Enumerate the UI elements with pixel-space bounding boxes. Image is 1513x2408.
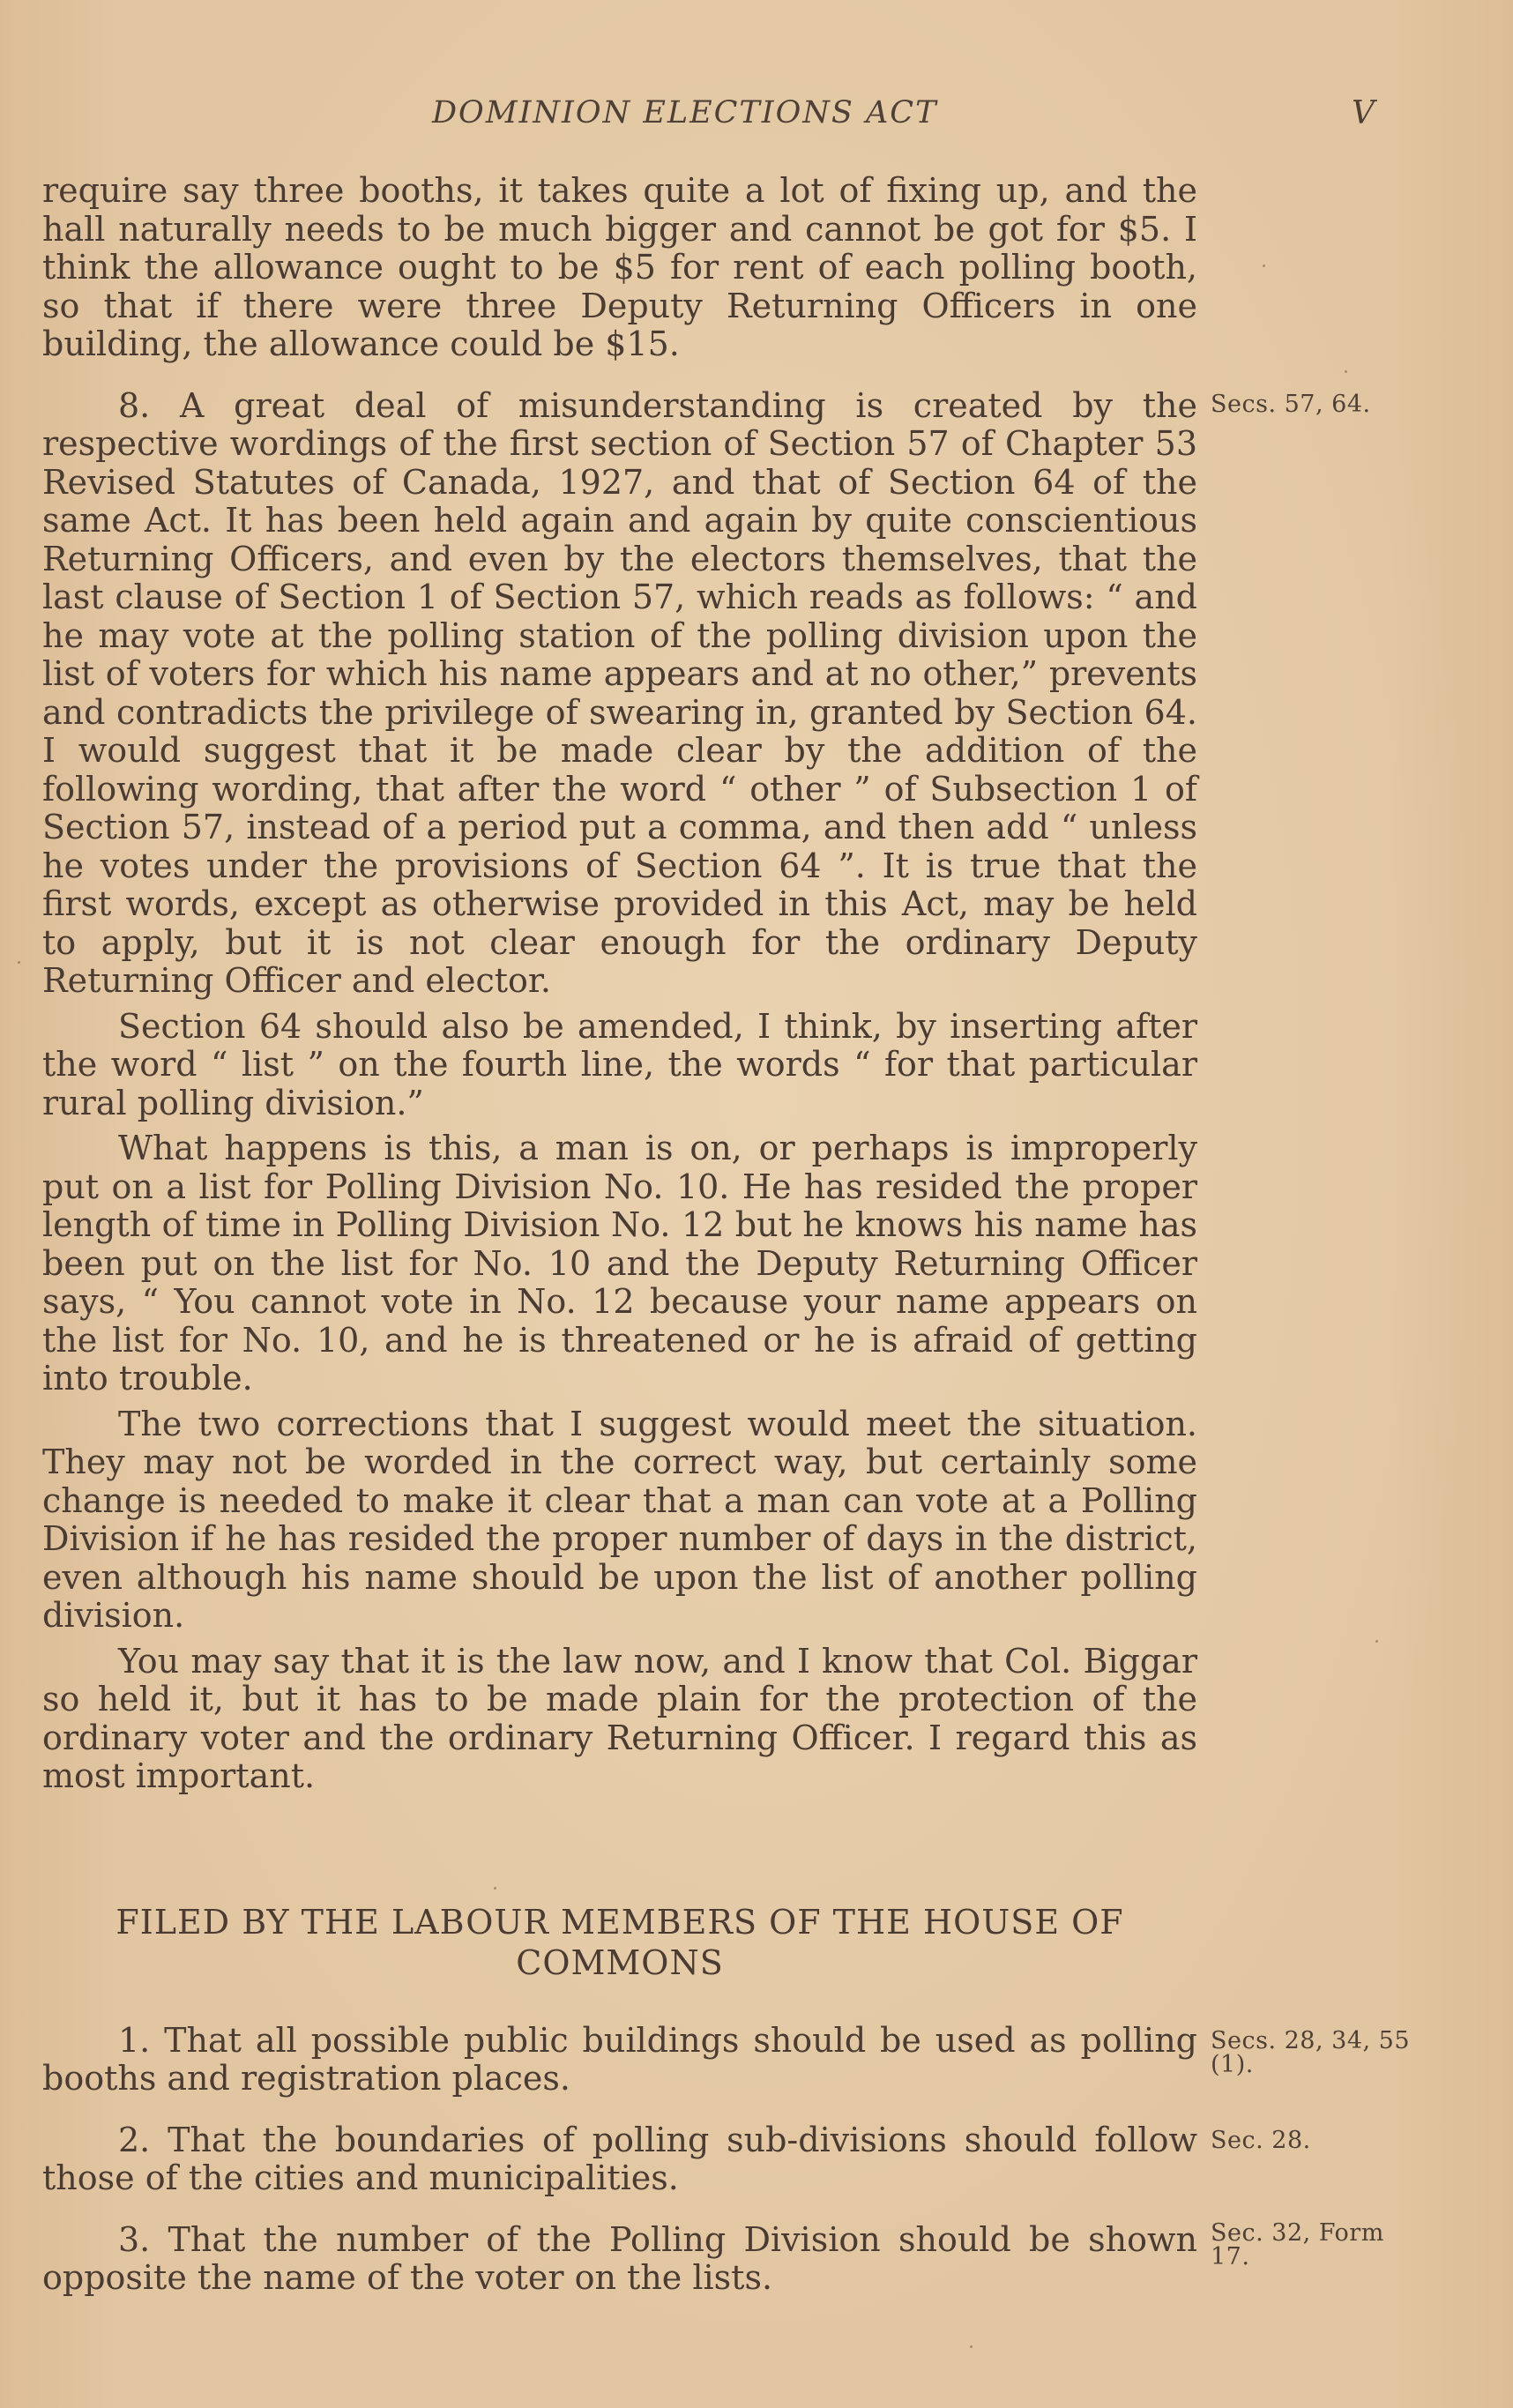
paper-speck	[494, 1887, 496, 1890]
margin-note-item-2: Sec. 28.	[1211, 2126, 1311, 2154]
paragraph-two-corrections: The two corrections that I suggest would meet the situation. They may not be worded in the correct way, but certainly some change is needed to make it clear that a man can vote at a Polling Division if he has resided the proper number of days in the district, even although his name should be upon the list of another polling division.	[42, 1404, 1197, 1635]
paper-speck	[1345, 370, 1347, 373]
body-text	[42, 171, 1411, 2298]
paragraph-text: 8. A great deal of misunderstanding is created by the respective wordings of the first section of Section 57 of Chapter 53 Revised Statutes of Canada, 1927, and that of Section 64 of the same Act. It has been held again and again by quite conscientious Returning Officers, and even by the electors themselves, that the last clause of Section 1 of Section 57, which reads as follows: “ and he may vote at the polling station of the polling division upon the list of voters for which his name appears and at no other,” prevents and contradicts the privilege of swearing in, granted by Section 64. I would suggest that it be made clear by the addition of the following wording, that after the word “ other ” of Subsection 1 of Section 57, instead of a period put a comma, and then add “ unless he votes under the provisions of Section 64 ”. It is true that the first words, except as otherwise provided in this Act, may be held to apply, but it is not clear enough for the ordinary Deputy Returning Officer and elector.	[42, 385, 1197, 1000]
margin-note-item-1: Secs. 28, 34, 55 (1).	[1211, 2026, 1411, 2078]
paragraph-8	[42, 385, 1371, 1001]
paragraph-law-now: You may say that it is the law now, and I know that Col. Biggar so held it, but it has to be made plain for the protection of the ordinary voter and the ordinary Returning Officer. I regard this as most important.	[42, 1641, 1197, 1795]
list-item	[42, 2020, 1411, 2099]
margin-note-item-3: Sec. 32, Form 17.	[1211, 2218, 1384, 2270]
paper-speck	[970, 2345, 973, 2348]
paragraph-continuation: require say three booths, it takes quite a lot of fixing up, and the hall naturally needs to be much bigger and cannot be got for $5. I think the allowance ought to be $5 for rent of each polling booth, so that if there were three Deputy Returning Officers in one building, the allowance could be $15.	[42, 171, 1197, 363]
running-header	[0, 88, 1513, 141]
list-item-text: 2. That the boundaries of polling sub-divisions should follow those of the cities and municipalities.	[42, 2120, 1197, 2197]
list-item-text: 1. That all possible public buildings should be used as polling booths and registration places.	[42, 2020, 1197, 2098]
list-item-text: 3. That the number of the Polling Division should be shown opposite the name of the voter on the lists.	[42, 2219, 1197, 2297]
paper-speck	[1263, 265, 1265, 267]
paper-speck	[1375, 1640, 1378, 1643]
page-number: V	[1352, 95, 1375, 131]
list-item	[42, 2218, 1384, 2298]
margin-note-secs-57-64: Secs. 57, 64.	[1211, 390, 1371, 418]
paragraph-section-64: Section 64 should also be amended, I think, by inserting after the word “ list ” on the fourth line, the words “ for that particular rural polling division.”	[42, 1006, 1197, 1122]
running-title: DOMINION ELECTIONS ACT	[432, 95, 938, 130]
paragraph-what-happens: What happens is this, a man is on, or perhaps is improperly put on a list for Polling Division No. 10. He has resided the proper length of time in Polling Division No. 12 but he knows his name has been put on the list for No. 10 and the Deputy Returning Officer says, “ You cannot vote in No. 12 because your name appears on the list for No. 10, and he is threatened or he is afraid of getting into trouble.	[42, 1129, 1197, 1398]
list-item	[42, 2120, 1311, 2198]
paper-speck	[18, 961, 20, 964]
section-heading: FILED BY THE LABOUR MEMBERS OF THE HOUSE OF COMMONS	[116, 1902, 1124, 1982]
